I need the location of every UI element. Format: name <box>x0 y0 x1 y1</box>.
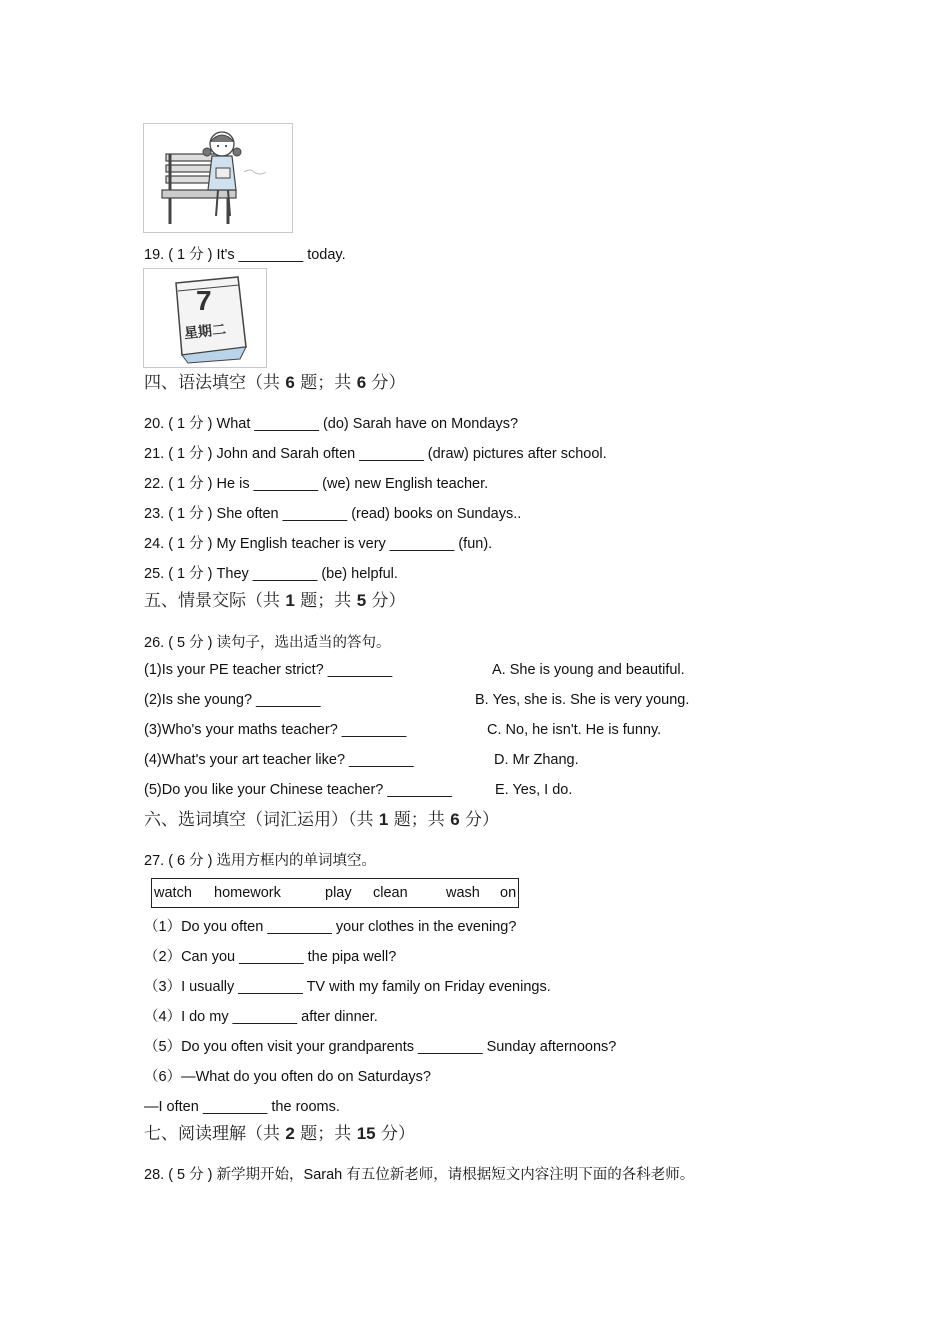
match-answer-c: C. No, he isn't. He is funny. <box>487 722 662 738</box>
question-19 <box>144 246 346 264</box>
question-27: 27. ( 6 分 ) 选用方框内的单词填空。 <box>144 853 377 869</box>
word-watch: watch <box>154 885 192 901</box>
fill-sentence-1: （1）Do you often ________ your clothes in the evening? <box>144 919 517 935</box>
word-box <box>151 878 519 908</box>
section-4-heading: 四、语法填空（共 6 题；共 6 分） <box>144 373 406 393</box>
question-number: 19. <box>144 247 165 263</box>
calendar-day: 7 <box>196 285 212 316</box>
match-question-1: (1)Is your PE teacher strict? ________ <box>144 662 393 678</box>
match-question-4: (4)What's your art teacher like? ________ <box>144 752 414 768</box>
calendar-weekday: 星期二 <box>183 320 227 342</box>
question-20: 20. ( 1 分 ) What ________ (do) Sarah have on Mondays? <box>144 416 519 432</box>
question-26: 26. ( 5 分 ) 读句子，选出适当的答句。 <box>144 635 391 651</box>
match-answer-e: E. Yes, I do. <box>495 782 573 798</box>
question-23: 23. ( 1 分 ) She often ________ (read) books on Sundays.. <box>144 506 522 522</box>
match-question-5: (5)Do you like your Chinese teacher? ________ <box>144 782 452 798</box>
match-answer-a: A. She is young and beautiful. <box>492 662 685 678</box>
section-6-heading: 六、选词填空（词汇运用）（共 1 题；共 6 分） <box>144 810 500 830</box>
match-question-2: (2)Is she young? ________ <box>144 692 321 708</box>
word-wash: wash <box>446 885 480 901</box>
girl-on-bench-picture <box>143 123 293 233</box>
question-25: 25. ( 1 分 ) They ________ (be) helpful. <box>144 566 398 582</box>
fill-sentence-5: （5）Do you often visit your grandparents ________ Sunday afternoons? <box>144 1039 617 1055</box>
question-24: 24. ( 1 分 ) My English teacher is very ________ (fun). <box>144 536 493 552</box>
match-answer-d: D. Mr Zhang. <box>494 752 579 768</box>
section-5-heading: 五、情景交际（共 1 题；共 5 分） <box>144 591 406 611</box>
calendar-picture <box>143 268 267 368</box>
question-text: It's ________ today. <box>216 247 346 263</box>
fill-sentence-3: （3）I usually ________ TV with my family on Friday evenings. <box>144 979 551 995</box>
fill-sentence-6: （6）—What do you often do on Saturdays? <box>144 1069 431 1085</box>
match-answer-b: B. Yes, she is. She is very young. <box>475 692 690 708</box>
word-clean: clean <box>373 885 408 901</box>
question-score: ( 1 分 ) <box>168 247 213 263</box>
fill-sentence-4: （4）I do my ________ after dinner. <box>144 1009 378 1025</box>
fill-sentence-6-answer: —I often ________ the rooms. <box>144 1099 340 1115</box>
word-play: play <box>325 885 352 901</box>
match-question-3: (3)Who's your maths teacher? ________ <box>144 722 407 738</box>
question-28: 28. ( 5 分 ) 新学期开始，Sarah 有五位新老师，请根据短文内容注明下面的各科老师。 <box>144 1167 695 1183</box>
word-homework: homework <box>214 885 281 901</box>
section-7-heading: 七、阅读理解（共 2 题；共 15 分） <box>144 1124 416 1144</box>
question-21: 21. ( 1 分 ) John and Sarah often ________ (draw) pictures after school. <box>144 446 607 462</box>
question-22: 22. ( 1 分 ) He is ________ (we) new English teacher. <box>144 476 489 492</box>
word-on: on <box>500 885 517 901</box>
fill-sentence-2: （2）Can you ________ the pipa well? <box>144 949 397 965</box>
